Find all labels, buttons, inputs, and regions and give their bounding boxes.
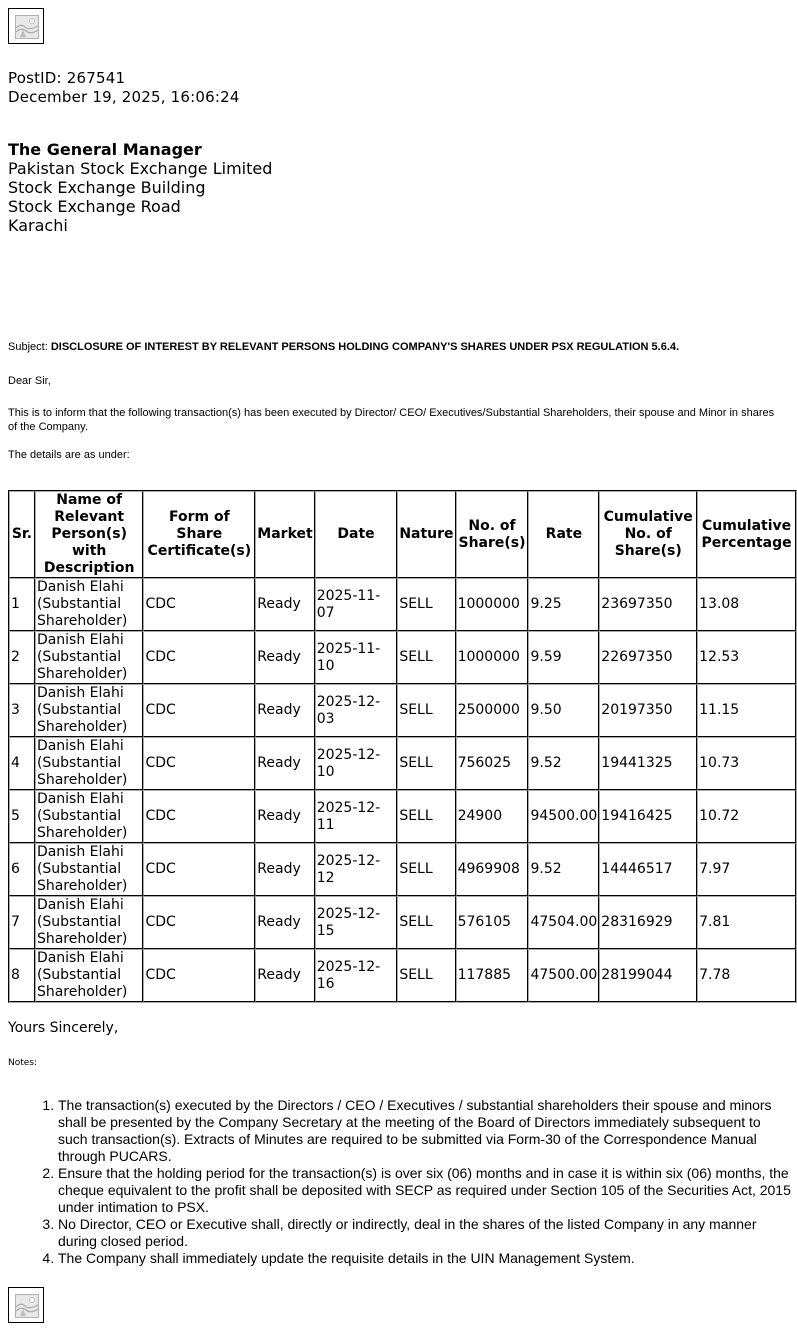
cell-percentage: 12.53 — [697, 631, 796, 684]
cell-name: Danish Elahi (Substantial Shareholder) — [35, 631, 144, 684]
cell-rate: 9.25 — [528, 578, 599, 631]
header-form: Form of Share Certificate(s) — [143, 491, 255, 578]
cell-form: CDC — [143, 896, 255, 949]
cell-shares: 1000000 — [456, 578, 529, 631]
cell-date: 2025-12-12 — [315, 843, 398, 896]
table-header-row — [9, 491, 796, 578]
cell-shares: 576105 — [456, 896, 529, 949]
cell-nature: SELL — [397, 790, 455, 843]
cell-name: Danish Elahi (Substantial Shareholder) — [35, 843, 144, 896]
addressee-line: Pakistan Stock Exchange Limited — [8, 159, 273, 178]
cell-date: 2025-12-03 — [315, 684, 398, 737]
details-intro: The details are as under: — [8, 449, 130, 461]
header-percentage: Cumulative Percentage — [697, 491, 796, 578]
cell-sr: 3 — [9, 684, 35, 737]
cell-name: Danish Elahi (Substantial Shareholder) — [35, 896, 144, 949]
note-item: 3. No Director, CEO or Executive shall, directly or indirectly, deal in the shares of the listed Company in any manner during closed period. — [58, 1216, 793, 1250]
cell-name: Danish Elahi (Substantial Shareholder) — [35, 578, 144, 631]
table-row — [9, 790, 796, 843]
cell-name: Danish Elahi (Substantial Shareholder) — [35, 737, 144, 790]
cell-cumulative: 20197350 — [599, 684, 697, 737]
cell-date: 2025-12-11 — [315, 790, 398, 843]
salutation: Dear Sir, — [8, 375, 51, 387]
cell-nature: SELL — [397, 896, 455, 949]
cell-nature: SELL — [397, 631, 455, 684]
header-market: Market — [255, 491, 314, 578]
cell-date: 2025-12-10 — [315, 737, 398, 790]
cell-rate: 9.52 — [528, 843, 599, 896]
cell-name: Danish Elahi (Substantial Shareholder) — [35, 684, 144, 737]
cell-shares: 756025 — [456, 737, 529, 790]
cell-name: Danish Elahi (Substantial Shareholder) — [35, 790, 144, 843]
cell-form: CDC — [143, 578, 255, 631]
cell-shares: 24900 — [456, 790, 529, 843]
cell-date: 2025-11-07 — [315, 578, 398, 631]
table-row — [9, 737, 796, 790]
table-row — [9, 578, 796, 631]
cell-cumulative: 19441325 — [599, 737, 697, 790]
table-row — [9, 684, 796, 737]
notes-label: Notes: — [8, 1058, 38, 1068]
notes-list — [8, 1097, 793, 1267]
table-row — [9, 631, 796, 684]
cell-cumulative: 28199044 — [599, 949, 697, 1002]
cell-nature: SELL — [397, 949, 455, 1002]
cell-percentage: 7.81 — [697, 896, 796, 949]
cell-date: 2025-11-10 — [315, 631, 398, 684]
cell-cumulative: 22697350 — [599, 631, 697, 684]
cell-cumulative: 28316929 — [599, 896, 697, 949]
header-nature: Nature — [397, 491, 455, 578]
cell-percentage: 10.73 — [697, 737, 796, 790]
cell-market: Ready — [255, 896, 314, 949]
cell-percentage: 7.97 — [697, 843, 796, 896]
table-row — [9, 896, 796, 949]
header-shares: No. of Share(s) — [456, 491, 529, 578]
header-cumulative: Cumulative No. of Share(s) — [599, 491, 697, 578]
cell-rate: 47500.00 — [528, 949, 599, 1002]
addressee-block — [8, 140, 272, 235]
closing: Yours Sincerely, — [8, 1020, 119, 1036]
cell-cumulative: 19416425 — [599, 790, 697, 843]
subject-line — [8, 340, 679, 354]
cell-rate: 9.59 — [528, 631, 599, 684]
note-item: 1. The transaction(s) executed by the Directors / CEO / Executives / substantial shareholders their spouse and minors shall be presented by the Company Secretary at the meeting of the Board of Directors immediately subsequent to such transaction(s). Extracts of Minutes are required to be submitted via Form-30 of the Correspondence Manual through PUCARS. — [58, 1097, 793, 1165]
intro-paragraph: This is to inform that the following transaction(s) has been executed by Director/ CEO/ Executives/Substantial Shareholders, their spouse and Minor in shares of the Company. — [8, 407, 775, 433]
header-rate: Rate — [528, 491, 599, 578]
cell-shares: 117885 — [456, 949, 529, 1002]
cell-market: Ready — [255, 684, 314, 737]
cell-sr: 8 — [9, 949, 35, 1002]
header-sr: Sr. — [9, 491, 35, 578]
cell-market: Ready — [255, 843, 314, 896]
cell-market: Ready — [255, 578, 314, 631]
cell-rate: 9.52 — [528, 737, 599, 790]
cell-percentage: 10.72 — [697, 790, 796, 843]
cell-percentage: 13.08 — [697, 578, 796, 631]
cell-cumulative: 23697350 — [599, 578, 697, 631]
cell-sr: 4 — [9, 737, 35, 790]
note-item: 2. Ensure that the holding period for the transaction(s) is over six (06) months and in case it is within six (06) months, the cheque equivalent to the profit shall be deposited with SECP as required under Section 105 of the Securities Act, 2015 under intimation to PSX. — [58, 1165, 793, 1216]
cell-form: CDC — [143, 843, 255, 896]
addressee-line: Stock Exchange Building — [8, 178, 206, 197]
transactions-table — [8, 490, 797, 1003]
cell-sr: 6 — [9, 843, 35, 896]
cell-market: Ready — [255, 631, 314, 684]
table-row — [9, 843, 796, 896]
header-date: Date — [315, 491, 398, 578]
cell-date: 2025-12-15 — [315, 896, 398, 949]
addressee-line: Karachi — [8, 216, 68, 235]
addressee-line: Stock Exchange Road — [8, 197, 181, 216]
cell-sr: 7 — [9, 896, 35, 949]
cell-market: Ready — [255, 737, 314, 790]
cell-form: CDC — [143, 684, 255, 737]
cell-date: 2025-12-16 — [315, 949, 398, 1002]
cell-nature: SELL — [397, 843, 455, 896]
cell-market: Ready — [255, 790, 314, 843]
cell-sr: 1 — [9, 578, 35, 631]
cell-percentage: 7.78 — [697, 949, 796, 1002]
cell-nature: SELL — [397, 578, 455, 631]
broken-image-icon — [8, 1287, 44, 1323]
cell-form: CDC — [143, 790, 255, 843]
cell-form: CDC — [143, 949, 255, 1002]
cell-shares: 4969908 — [456, 843, 529, 896]
cell-sr: 2 — [9, 631, 35, 684]
cell-sr: 5 — [9, 790, 35, 843]
broken-image-icon — [8, 8, 44, 44]
cell-market: Ready — [255, 949, 314, 1002]
subject-text: DISCLOSURE OF INTEREST BY RELEVANT PERSONS HOLDING COMPANY'S SHARES UNDER PSX REGULATION 5.6.4. — [50, 341, 680, 353]
header-name: Name of Relevant Person(s) with Description — [35, 491, 144, 578]
cell-name: Danish Elahi (Substantial Shareholder) — [35, 949, 144, 1002]
cell-shares: 2500000 — [456, 684, 529, 737]
cell-percentage: 11.15 — [697, 684, 796, 737]
note-item: 4. The Company shall immediately update the requisite details in the UIN Management System. — [58, 1250, 793, 1267]
addressee-title: The General Manager — [8, 140, 202, 159]
cell-form: CDC — [143, 631, 255, 684]
cell-rate: 9.50 — [528, 684, 599, 737]
cell-nature: SELL — [397, 737, 455, 790]
post-meta — [8, 69, 240, 107]
post-datetime: December 19, 2025, 16:06:24 — [8, 88, 240, 106]
table-row — [9, 949, 796, 1002]
cell-shares: 1000000 — [456, 631, 529, 684]
cell-form: CDC — [143, 737, 255, 790]
subject-label: Subject: — [8, 341, 48, 353]
post-id: PostID: 267541 — [8, 69, 126, 87]
cell-rate: 94500.00 — [528, 790, 599, 843]
cell-nature: SELL — [397, 684, 455, 737]
cell-rate: 47504.00 — [528, 896, 599, 949]
cell-cumulative: 14446517 — [599, 843, 697, 896]
